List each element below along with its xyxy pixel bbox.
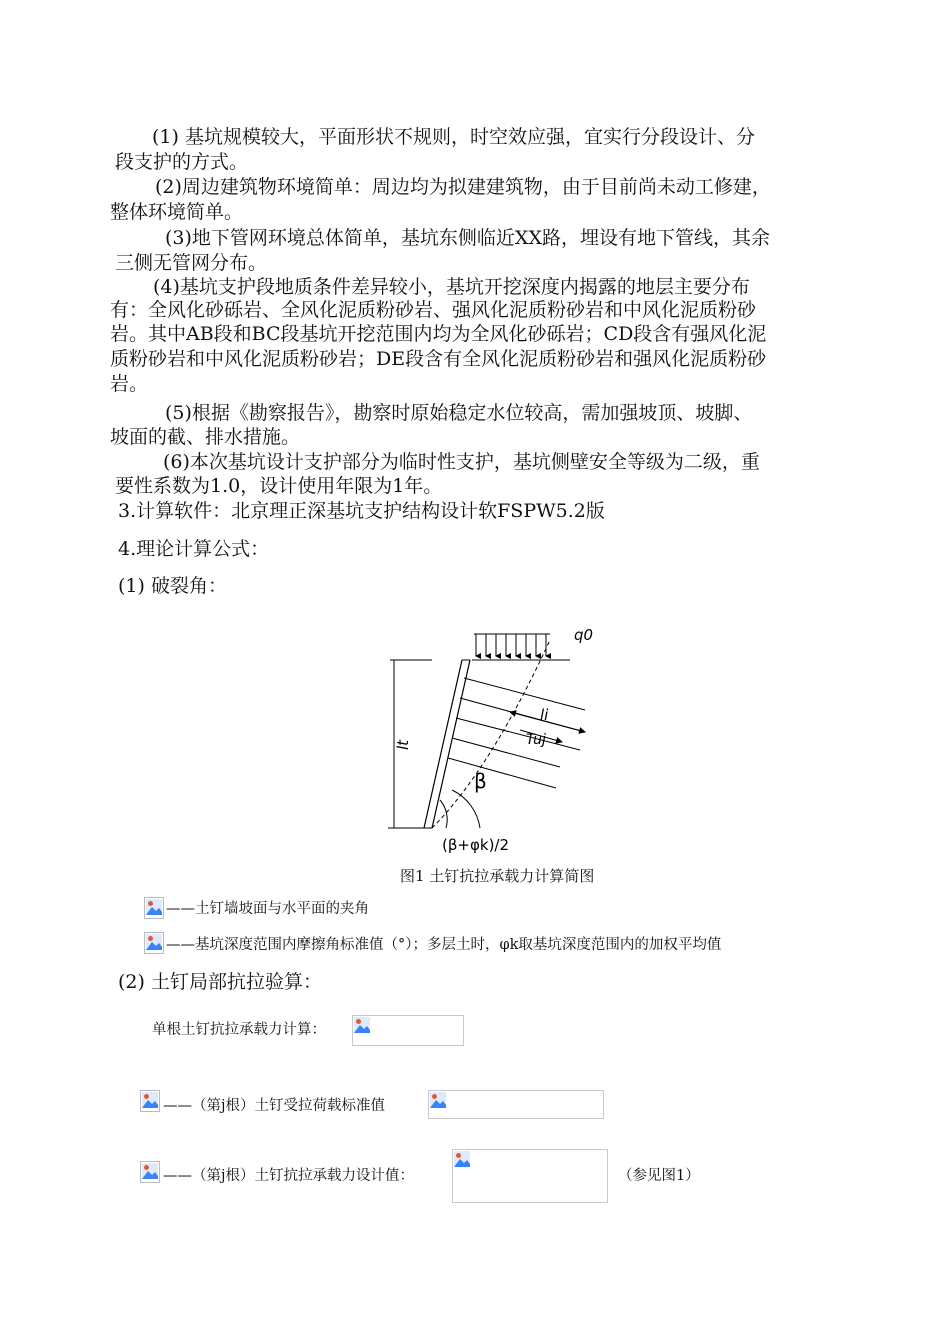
section-4-1-heading: (1) 破裂角： [118,575,227,597]
figure-caption: 图1 土钉抗拉承载力计算简图 [400,867,595,885]
definition-4: ——（第j根）土钉抗拉承载力设计值： [163,1168,414,1184]
paragraph-4-line-3: 岩。其中AB段和BC段基坑开挖范围内均为全风化砂砾岩；CD段含有强风化泥 [110,323,767,345]
formula-image-placeholder [452,1149,608,1203]
paragraph-2-line-2: 整体环境简单。 [110,201,244,223]
paragraph-4-line-4: 质粉砂岩和中风化泥质粉砂岩；DE段含有全风化泥质粉砂岩和强风化泥质粉砂 [110,348,767,370]
broken-image-icon [453,1150,473,1172]
broken-image-icon [144,932,164,954]
calc-label: 单根土钉抗拉承载力计算： [152,1022,326,1038]
broken-image-icon [429,1091,449,1113]
label-tuj: Tuj [526,732,546,748]
soil-nail-diagram [380,620,620,860]
broken-image-icon [140,1090,160,1112]
paragraph-1-line-1: (1) 基坑规模较大，平面形状不规则，时空效应强，宜实行分段设计、分 [152,126,755,148]
broken-image-icon [144,897,164,919]
paragraph-2-line-1: (2)周边建筑物环境简单：周边均为拟建建筑物，由于目前尚未动工修建， [155,176,771,198]
label-angle: (β+φk)/2 [442,836,510,854]
formula-image-placeholder [428,1090,604,1119]
section-4-heading: 4.理论计算公式： [118,538,270,560]
paragraph-4-line-1: (4)基坑支护段地质条件差异较小，基坑开挖深度内揭露的地层主要分布 [153,276,750,298]
label-q0: q0 [574,626,594,644]
paragraph-6-line-1: (6)本次基坑设计支护部分为临时性支护，基坑侧壁安全等级为二级，重 [163,451,760,473]
paragraph-6-line-2: 要性系数为1.0，设计使用年限为1年。 [115,475,443,497]
definition-3: ——（第j根）土钉受拉荷载标准值 [163,1098,385,1114]
label-beta: β [474,769,487,793]
section-4-2-heading: (2) 土钉局部抗拉验算： [118,971,322,993]
paragraph-4-line-2: 有：全风化砂砾岩、全风化泥质粉砂岩、强风化泥质粉砂岩和中风化泥质粉砂 [110,299,757,321]
formula-image-placeholder [352,1015,464,1046]
figure-reference: （参见图1） [618,1168,700,1184]
definition-2: ——基坑深度范围内摩擦角标准值（°）；多层土时，φk取基坑深度范围内的加权平均值 [166,937,722,953]
paragraph-1-line-2: 段支护的方式。 [115,151,249,173]
label-li: li [540,706,549,724]
broken-image-icon [353,1016,373,1038]
label-lt: lt [394,739,412,750]
paragraph-5-line-2: 坡面的截、排水措施。 [110,426,301,448]
broken-image-icon [140,1161,160,1183]
paragraph-5-line-1: (5)根据《勘察报告》，勘察时原始稳定水位较高，需加强坡顶、坡脚、 [165,402,753,424]
definition-1: ——土钉墙坡面与水平面的夹角 [166,901,369,917]
paragraph-3-line-2: 三侧无管网分布。 [115,252,268,274]
section-3-heading: 3.计算软件：北京理正深基坑支护结构设计软FSPW5.2版 [118,500,605,522]
paragraph-3-line-1: (3)地下管网环境总体简单，基坑东侧临近XX路，埋设有地下管线，其余 [165,227,770,249]
paragraph-4-line-5: 岩。 [110,373,149,395]
